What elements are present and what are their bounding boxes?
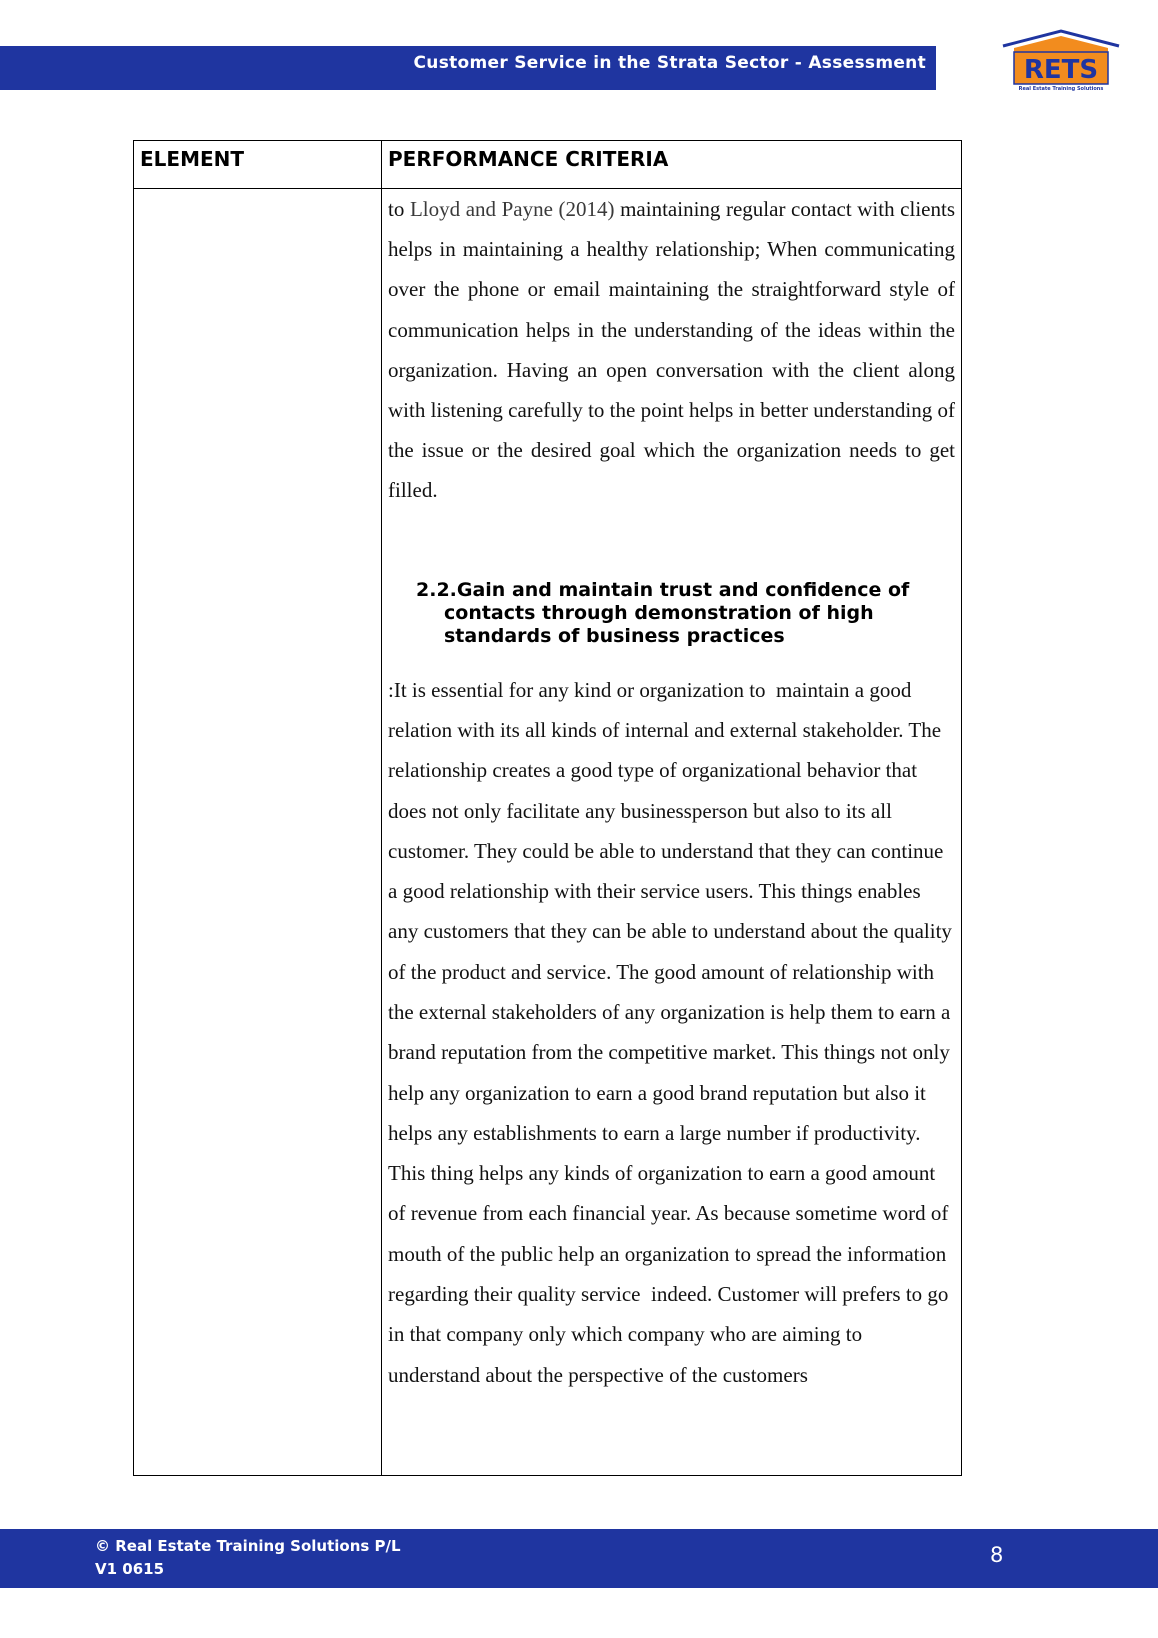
criteria-table	[133, 140, 962, 1476]
header-bar	[0, 46, 936, 90]
citation: Lloyd and Payne (2014)	[409, 197, 615, 221]
performance-criteria-header: PERFORMANCE CRITERIA	[382, 141, 962, 189]
table-row	[134, 189, 962, 1476]
footer-bar	[0, 1529, 1158, 1588]
para1-prefix: to	[388, 197, 410, 221]
criteria-paragraph-2: :It is essential for any kind or organization to maintain a good relation with its all kinds of internal and external stakeholder. The relationship creates a good type of organizational behavior that does not only facilitate any businessperson but also to its all customer. They could be able to understand that they can continue a good relationship with their service users. This things enables any customers that they can be able to understand about the quality of the product and service. The good amount of relationship with the external stakeholders of any organization is help them to earn a brand reputation from the competitive market. This things not only help any organization to earn a good brand reputation but also it helps any establishments to earn a large number if productivity. This thing helps any kinds of organization to earn a good amount of revenue from each financial year. As because sometime word of mouth of the public help an organization to spread the information regarding their quality service indeed. Customer will prefers to go in that company only which company who are aiming to understand about the perspective of the customers	[388, 677, 958, 1387]
para1-body: maintaining regular contact with clients helps in maintaining a healthy relationship; When communicating over the phone or email maintaining the straightforward style of communication helps in the understanding of the ideas within the organization. Having an open conversation with the client along with listening carefully to the point helps in better understanding of the issue or the desired goal which the organization needs to get filled.	[388, 197, 956, 503]
element-cell	[134, 189, 382, 1476]
criteria-cell	[382, 189, 962, 1476]
footer-info	[95, 1535, 401, 1581]
version-text: V1 0615	[95, 1560, 165, 1578]
table-header-row	[134, 141, 962, 189]
document-title: Customer Service in the Strata Sector - Assessment	[413, 53, 926, 73]
page-number: 8	[990, 1543, 1004, 1567]
rets-logo	[1000, 28, 1122, 96]
logo-subtitle: Real Estate Training Solutions	[1018, 86, 1104, 92]
house-roof-icon	[1000, 28, 1122, 88]
element-header: ELEMENT	[134, 141, 382, 189]
logo-text: RETS	[1023, 55, 1099, 85]
section-subheading: 2.2.Gain and maintain trust and confidence of contacts through demonstration of high standards of business practices	[416, 578, 910, 647]
copyright-text: © Real Estate Training Solutions P/L	[95, 1537, 401, 1555]
criteria-paragraph-1	[388, 189, 955, 511]
